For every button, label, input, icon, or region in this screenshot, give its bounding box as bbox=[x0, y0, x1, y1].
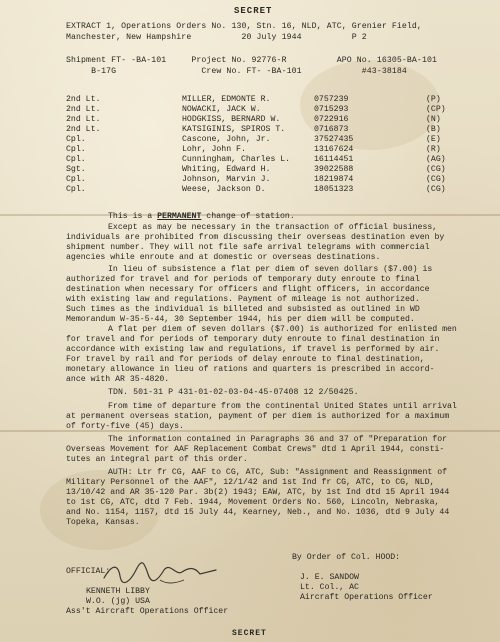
text-line: The information contained in Paragraphs 36 and 37 of "Preparation for bbox=[108, 435, 448, 444]
roster-role: (CG) bbox=[426, 185, 446, 194]
roster-serial: 18051323 bbox=[314, 185, 354, 194]
header-line-1: EXTRACT 1, Operations Orders No. 130, Stn. 16, NLD, ATC, Grenier Field, bbox=[66, 22, 422, 31]
classification-bottom: SECRET bbox=[232, 629, 267, 638]
commanding-officer-name: J. E. SANDOW bbox=[300, 573, 359, 582]
official-rank: W.O. (jg) USA bbox=[86, 597, 150, 606]
text-line: of forty-five (45) days. bbox=[66, 422, 184, 431]
text-line: authorized for travel and for periods of temporary duty enroute to final bbox=[66, 275, 420, 284]
roster-serial: 0715293 bbox=[314, 105, 349, 114]
shipment-line-1: Shipment FT- -BA-101 Project No. 92776-R APO No. 16305-BA-101 bbox=[66, 56, 437, 65]
roster-serial: 16114451 bbox=[314, 155, 354, 164]
text-line: 13/10/42 and AR 35-120 Par. 3b(2) 1943; EAW, ATC, by 1st Ind dtd 15 April 1944 bbox=[66, 488, 450, 497]
text-line: Overseas Movement for AAF Replacement Combat Crews" dtd 1 April 1944, consti- bbox=[66, 445, 445, 454]
paragraph-authority bbox=[66, 468, 466, 528]
text-line: tutes an integral part of this order. bbox=[66, 455, 248, 464]
roster-name: Cunningham, Charles L. bbox=[182, 155, 291, 164]
text-line: AUTH: Ltr fr CG, AAF to CG, ATC, Sub: "Assignment and Reassignment of bbox=[108, 468, 448, 477]
commanding-officer-title: Aircraft Operations Officer bbox=[300, 593, 433, 602]
roster-name: Lohr, John F. bbox=[182, 145, 246, 154]
permanent-post: change of station. bbox=[201, 212, 295, 221]
text-line: with existing law and regulations. Payment of mileage is not authorized. bbox=[66, 295, 420, 304]
roster-name: KATSIGINIS, SPIROS T. bbox=[182, 125, 286, 134]
paragraph-departure bbox=[66, 402, 466, 432]
roster-rank: 2nd Lt. bbox=[66, 115, 101, 124]
text-line: Military Personnel of the AAF", 12/1/42 and 1st Ind fr CG, ATC, to CG, NLD, bbox=[66, 478, 435, 487]
roster-name: MILLER, EDMONTE R. bbox=[182, 95, 271, 104]
tdn-line: TDN. 501-31 P 431-01-02-03-04-45-07408 12 2/50425. bbox=[108, 388, 359, 397]
text-line: individuals are prohibited from discussing their overseas destination even by bbox=[66, 233, 445, 242]
roster-serial: 39022588 bbox=[314, 165, 354, 174]
roster-role: (P) bbox=[426, 95, 441, 104]
text-line: for travel and for periods of temporary duty enroute to final destination in bbox=[66, 335, 440, 344]
roster-rank: Cpl. bbox=[66, 135, 86, 144]
text-line: Memorandum W-35-5-44, 30 September 1944, his per diem will be computed. bbox=[66, 315, 415, 324]
official-block bbox=[66, 567, 228, 617]
text-line: ance with AR 35-4820. bbox=[66, 375, 170, 384]
order-by-block bbox=[292, 553, 433, 603]
roster-serial: 0722916 bbox=[314, 115, 349, 124]
order-by-line: By Order of Col. HOOD: bbox=[292, 553, 401, 562]
roster-serial: 0757239 bbox=[314, 95, 349, 104]
text-line: and No. 1154, 1157, dtd 15 July 44, Kearney, Neb., and No. 1036, dtd 9 July 44 bbox=[66, 508, 450, 517]
text-line: From time of departure from the continental United States until arrival bbox=[108, 402, 457, 411]
text-line: monetary allowance in lieu of rations and quarters is prescribed in accord- bbox=[66, 365, 435, 374]
roster-serial: 13167624 bbox=[314, 145, 354, 154]
roster-name: Cascone, John, Jr. bbox=[182, 135, 271, 144]
permanent-word: PERMANENT bbox=[157, 212, 202, 221]
shipment-line-2: B-17G Crew No. FT- -BA-101 #43-38184 bbox=[66, 67, 407, 76]
roster-role: (B) bbox=[426, 125, 441, 134]
roster-rank: Sgt. bbox=[66, 165, 86, 174]
roster-serial: 0716873 bbox=[314, 125, 349, 134]
text-line: at permanent overseas station, payment of per diem is authorized for a maximum bbox=[66, 412, 450, 421]
text-line: Such times as the individual is billeted and subsisted as outlined in WD bbox=[66, 305, 420, 314]
roster-name: Whiting, Edward H. bbox=[182, 165, 271, 174]
text-line: For travel by rail and for periods of delay enroute to final destination, bbox=[66, 355, 425, 364]
roster-rank: Cpl. bbox=[66, 155, 86, 164]
roster-role: (CP) bbox=[426, 105, 446, 114]
official-name: KENNETH LIBBY bbox=[86, 587, 150, 596]
roster-rank: 2nd Lt. bbox=[66, 125, 101, 134]
paragraph-information bbox=[66, 435, 466, 465]
paragraph-per-diem bbox=[66, 265, 466, 385]
commanding-officer-rank: Lt. Col., AC bbox=[300, 583, 359, 592]
text-line: A flat per diem of seven dollars ($7.00) is authorized for enlisted men bbox=[108, 325, 457, 334]
roster-rank: Cpl. bbox=[66, 175, 86, 184]
paragraph-secrecy bbox=[66, 223, 466, 263]
roster-role: (N) bbox=[426, 115, 441, 124]
roster-rank: Cpl. bbox=[66, 185, 86, 194]
text-line: destination when necessary for officers and flight officers, in accordance bbox=[66, 285, 430, 294]
roster-serial: 18219874 bbox=[314, 175, 354, 184]
roster-role: (E) bbox=[426, 135, 441, 144]
roster-role: (R) bbox=[426, 145, 441, 154]
classification-top: SECRET bbox=[234, 6, 273, 16]
official-label: OFFICIAL: bbox=[66, 567, 111, 576]
roster-rank: Cpl. bbox=[66, 145, 86, 154]
roster-name: Weese, Jackson D. bbox=[182, 185, 266, 194]
text-line: to 1st CG, ATC, dtd 7 Feb. 1944, Movement Orders No. 560, Lincoln, Nebraska, bbox=[66, 498, 440, 507]
official-title: Ass't Aircraft Operations Officer bbox=[66, 607, 229, 616]
text-line: agencies while enroute and at domestic or overseas destinations. bbox=[66, 253, 381, 262]
roster-serial: 37527435 bbox=[314, 135, 354, 144]
roster-name: Johnson, Marvin J. bbox=[182, 175, 271, 184]
text-line: shipment number. They will not file safe arrival telegrams with commercial bbox=[66, 243, 430, 252]
roster-rank: 2nd Lt. bbox=[66, 95, 101, 104]
text-line: In lieu of subsistence a flat per diem of seven dollars ($7.00) is bbox=[108, 265, 433, 274]
text-line: Topeka, Kansas. bbox=[66, 518, 140, 527]
roster-role: (CG) bbox=[426, 175, 446, 184]
permanent-pre: This is a bbox=[108, 212, 158, 221]
roster-role: (AG) bbox=[426, 155, 446, 164]
text-line: Except as may be necessary in the transaction of official business, bbox=[108, 223, 438, 232]
roster-name: HODGKISS, BERNARD W. bbox=[182, 115, 281, 124]
roster-rank: 2nd Lt. bbox=[66, 105, 101, 114]
text-line: accordance with existing law and regulations, if travel is performed by air. bbox=[66, 345, 440, 354]
paragraph-permanent-change bbox=[108, 212, 500, 222]
header-line-2: Manchester, New Hampshire 20 July 1944 P 2 bbox=[66, 33, 367, 42]
roster-name: NOWACKI, JACK W. bbox=[182, 105, 261, 114]
roster-role: (CG) bbox=[426, 165, 446, 174]
